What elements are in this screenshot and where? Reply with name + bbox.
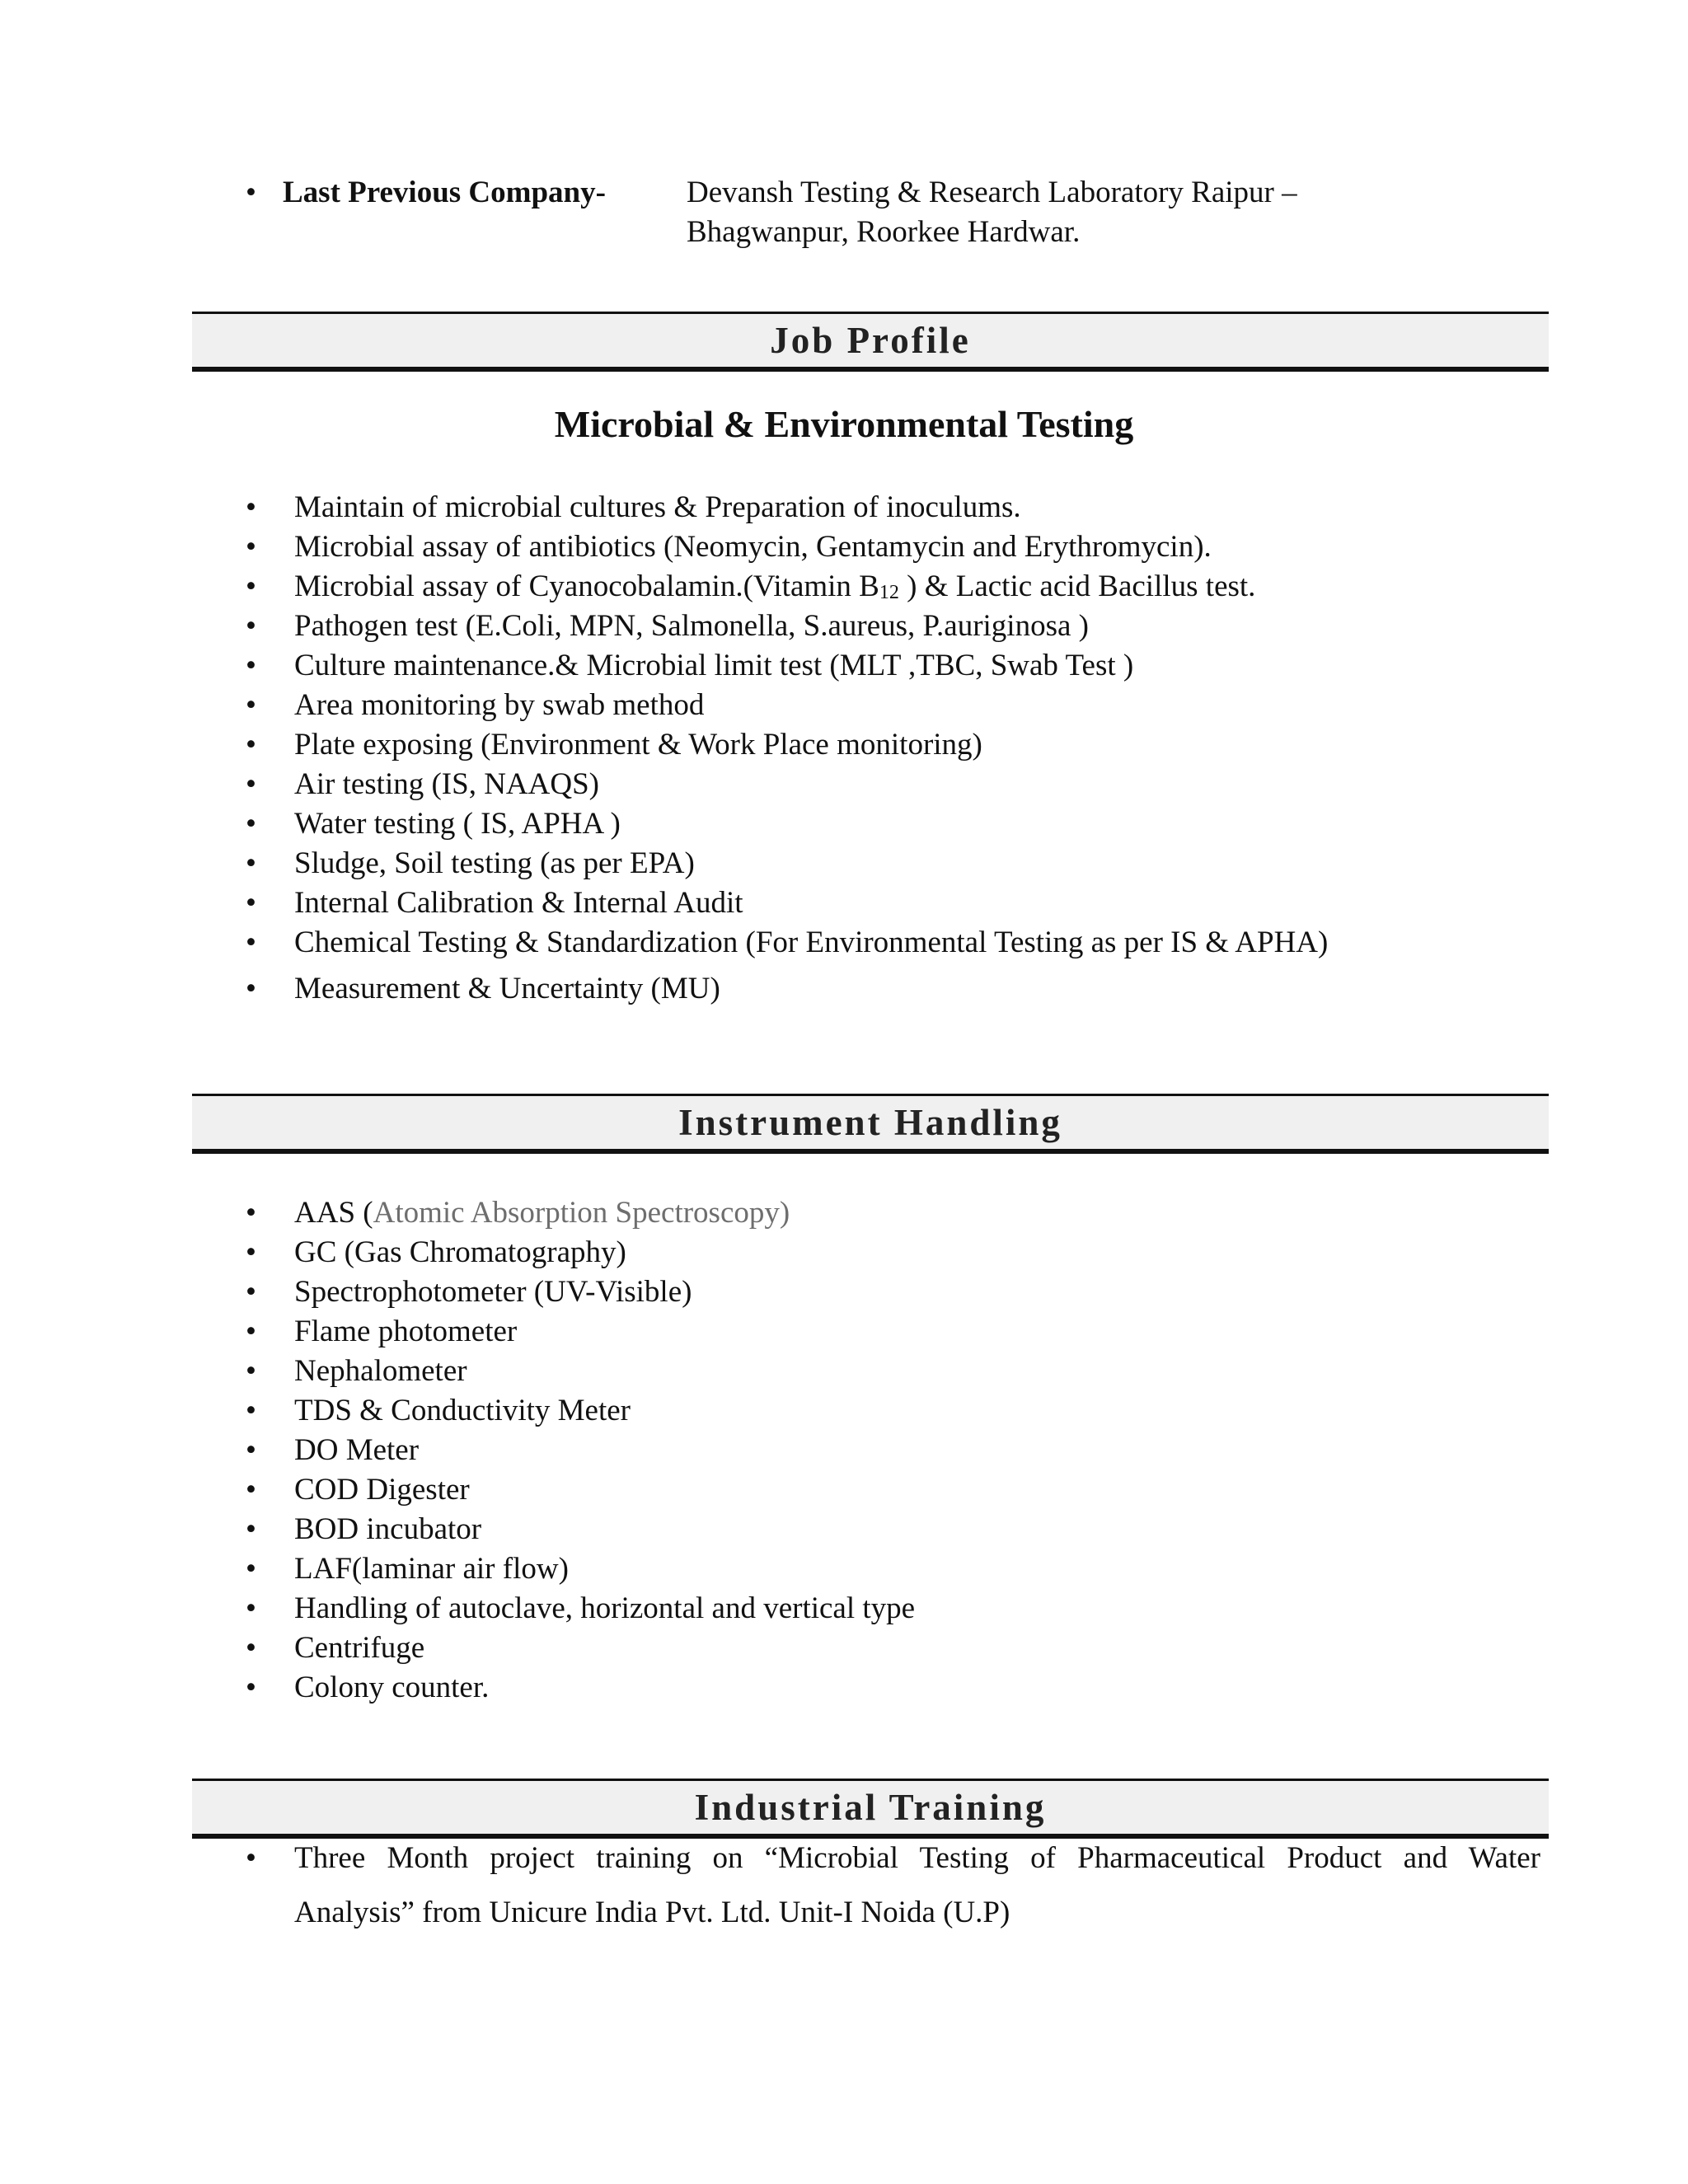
industrial-training-line2: Analysis” from Unicure India Pvt. Ltd. Unit-I Noida (U.P): [294, 1896, 1010, 1929]
bullet-icon: •: [246, 972, 256, 1005]
list-item: [0, 1470, 1688, 1510]
bullet-icon: •: [246, 530, 256, 564]
list-item: [0, 1272, 1688, 1312]
industrial-training-heading: Industrial Training: [192, 1779, 1549, 1839]
list-item: [0, 646, 1688, 686]
industrial-training-line1: Three Month project training on “Microbial Testing of Pharmaceutical Product and Water: [294, 1841, 1540, 1875]
industrial-training-text: [294, 1831, 1540, 1940]
bullet-icon: •: [246, 1671, 256, 1704]
list-item-text: Flame photometer: [294, 1315, 518, 1348]
list-item: [0, 1431, 1688, 1470]
list-item-text: Water testing ( IS, APHA ): [294, 807, 621, 841]
bullet-icon: •: [246, 569, 256, 603]
list-item-text: Handling of autoclave, horizontal and vertical type: [294, 1591, 916, 1625]
bullet-icon: •: [246, 1315, 256, 1348]
bullet-icon: •: [246, 609, 256, 643]
list-item: [0, 488, 1688, 527]
list-item: [0, 1668, 1688, 1708]
list-item-text: [294, 1193, 790, 1233]
list-item-text-part: AAS (: [294, 1196, 373, 1230]
list-item-text: Spectrophotometer (UV-Visible): [294, 1275, 692, 1309]
list-item-text: Pathogen test (E.Coli, MPN, Salmonella, S.aureus, P.auriginosa ): [294, 609, 1089, 643]
list-item-text: DO Meter: [294, 1433, 420, 1467]
list-item-text: Plate exposing (Environment & Work Place monitoring): [294, 728, 982, 762]
list-item-text: Microbial assay of antibiotics (Neomycin, Gentamycin and Erythromycin).: [294, 530, 1212, 564]
list-item-text: Sludge, Soil testing (as per EPA): [294, 846, 695, 880]
list-item-text: COD Digester: [294, 1473, 470, 1507]
list-item-text: Maintain of microbial cultures & Preparation of inoculums.: [294, 490, 1021, 524]
list-item: [0, 804, 1688, 844]
list-item-text: Centrifuge: [294, 1631, 425, 1665]
bullet-icon: •: [246, 1394, 256, 1427]
list-item-text: TDS & Conductivity Meter: [294, 1394, 631, 1427]
list-item: [0, 1391, 1688, 1431]
bullet-icon: •: [246, 1512, 256, 1546]
list-item-text: LAF(laminar air flow): [294, 1552, 569, 1586]
list-item: [0, 969, 1688, 1009]
last-company-value-line2: Bhagwanpur, Roorkee Hardwar.: [687, 215, 1081, 249]
list-item: [0, 1193, 1688, 1233]
subscript-text: 12: [879, 582, 899, 603]
bullet-icon: •: [246, 688, 256, 722]
list-item: [0, 883, 1688, 923]
list-item-text: Area monitoring by swab method: [294, 688, 705, 722]
bullet-icon: •: [246, 649, 256, 682]
bullet-icon: •: [246, 728, 256, 762]
last-company-value: [687, 173, 1395, 252]
list-item: [0, 1629, 1688, 1668]
list-item: [0, 567, 1688, 607]
bullet-icon: •: [246, 886, 256, 920]
job-profile-heading: Job Profile: [192, 312, 1549, 372]
bullet-icon: •: [246, 176, 256, 209]
bullet-icon: •: [246, 1433, 256, 1467]
list-item-text: GC (Gas Chromatography): [294, 1235, 626, 1269]
list-item: [0, 527, 1688, 567]
bullet-icon: •: [246, 926, 256, 959]
bullet-icon: •: [246, 1552, 256, 1586]
instrument-handling-list: [0, 1193, 1688, 1708]
list-item-text: Measurement & Uncertainty (MU): [294, 972, 720, 1005]
list-item-text-part: Atomic Absorption Spectroscopy): [373, 1196, 790, 1230]
bullet-icon: •: [246, 1591, 256, 1625]
list-item: [0, 607, 1688, 646]
instrument-handling-heading: Instrument Handling: [192, 1094, 1549, 1154]
bullet-icon: •: [246, 1354, 256, 1388]
list-item-text-part: ) & Lactic acid Bacillus test.: [898, 569, 1256, 603]
job-profile-list: [0, 488, 1688, 1009]
bullet-icon: •: [246, 1841, 256, 1875]
bullet-icon: •: [246, 1473, 256, 1507]
list-item-text: Colony counter.: [294, 1671, 490, 1704]
list-item: [0, 686, 1688, 725]
list-item-text-part: Microbial assay of Cyanocobalamin.(Vitamin B: [294, 569, 879, 603]
list-item: [0, 1589, 1688, 1629]
bullet-icon: •: [246, 767, 256, 801]
list-item-text: Culture maintenance.& Microbial limit test (MLT ,TBC, Swab Test ): [294, 649, 1134, 682]
list-item-text: Chemical Testing & Standardization (For Environmental Testing as per IS & APHA): [294, 926, 1329, 959]
list-item: [0, 844, 1688, 883]
list-item-text: Nephalometer: [294, 1354, 467, 1388]
bullet-icon: •: [246, 1235, 256, 1269]
list-item-text: Air testing (IS, NAAQS): [294, 767, 599, 801]
last-company-label: Last Previous Company-: [283, 176, 606, 209]
list-item: [0, 923, 1688, 963]
last-company-value-line1: Devansh Testing & Research Laboratory Raipur –: [687, 176, 1297, 209]
bullet-icon: •: [246, 807, 256, 841]
bullet-icon: •: [246, 1275, 256, 1309]
list-item: [0, 765, 1688, 804]
list-item: [0, 1312, 1688, 1352]
bullet-icon: •: [246, 1631, 256, 1665]
list-item: [0, 1510, 1688, 1549]
bullet-icon: •: [246, 490, 256, 524]
list-item: [0, 1233, 1688, 1272]
list-item-text: Internal Calibration & Internal Audit: [294, 886, 743, 920]
bullet-icon: •: [246, 1196, 256, 1230]
list-item: [0, 1549, 1688, 1589]
list-item-text: BOD incubator: [294, 1512, 482, 1546]
job-profile-subheading: Microbial & Environmental Testing: [554, 403, 1134, 445]
list-item: [0, 1352, 1688, 1391]
list-item-text: [294, 567, 1255, 612]
bullet-icon: •: [246, 846, 256, 880]
list-item: [0, 725, 1688, 765]
